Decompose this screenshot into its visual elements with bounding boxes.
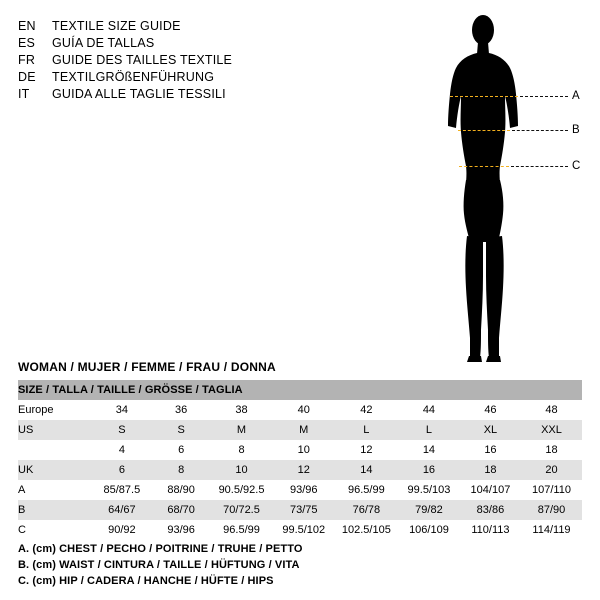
legend-line-a: A. (cm) CHEST / PECHO / POITRINE / TRUHE / PETTO [18, 543, 303, 555]
language-title: GUIDE DES TAILLES TEXTILE [52, 53, 233, 67]
cell: 70/72.5 [210, 500, 273, 520]
cell: 8 [210, 440, 273, 460]
cell: 6 [92, 460, 152, 480]
measure-label-a: A [572, 90, 580, 102]
cell: 96.5/99 [210, 520, 273, 540]
cell: S [152, 420, 210, 440]
cell: 79/82 [398, 500, 460, 520]
measurement-legend [18, 541, 303, 589]
cell: L [335, 420, 398, 440]
cell: 76/78 [335, 500, 398, 520]
woman-body-icon [420, 8, 590, 368]
cell: 34 [92, 400, 152, 420]
language-row [18, 52, 348, 69]
cell: 38 [210, 400, 273, 420]
language-title: GUIDA ALLE TAGLIE TESSILI [52, 87, 226, 101]
cell: 110/113 [460, 520, 521, 540]
hip-measure-line [459, 166, 509, 167]
chest-leader-line [520, 96, 568, 97]
chest-measure-line [450, 96, 518, 97]
cell: 12 [273, 460, 335, 480]
cell: 88/90 [152, 480, 210, 500]
cell: 99.5/102 [273, 520, 335, 540]
cell: 107/110 [521, 480, 582, 500]
language-row [18, 18, 348, 35]
cell: 104/107 [460, 480, 521, 500]
language-code: ES [18, 36, 36, 50]
row-label [18, 440, 92, 460]
cell: 96.5/99 [335, 480, 398, 500]
language-row [18, 35, 348, 52]
cell: 40 [273, 400, 335, 420]
table-row [18, 520, 582, 540]
cell: 83/86 [460, 500, 521, 520]
cell: XXL [521, 420, 582, 440]
cell: 16 [398, 460, 460, 480]
row-label: Europe [18, 400, 92, 420]
cell: 73/75 [273, 500, 335, 520]
size-table [18, 380, 582, 540]
table-row [18, 400, 582, 420]
cell: M [273, 420, 335, 440]
table-row [18, 500, 582, 520]
cell: 68/70 [152, 500, 210, 520]
measure-label-b: B [572, 124, 580, 136]
cell: 85/87.5 [92, 480, 152, 500]
cell: 42 [335, 400, 398, 420]
cell: 10 [210, 460, 273, 480]
cell: M [210, 420, 273, 440]
cell: 99.5/103 [398, 480, 460, 500]
cell: 114/119 [521, 520, 582, 540]
size-table-wrap [18, 380, 582, 540]
row-label: B [18, 500, 92, 520]
row-label: UK [18, 460, 92, 480]
row-label: C [18, 520, 92, 540]
language-code: FR [18, 53, 36, 67]
language-row [18, 86, 348, 103]
language-row [18, 69, 348, 86]
table-row [18, 440, 582, 460]
table-header-row [18, 380, 582, 400]
cell: 10 [273, 440, 335, 460]
cell: 46 [460, 400, 521, 420]
language-title: GUÍA DE TALLAS [52, 36, 155, 50]
waist-measure-line [458, 130, 510, 131]
cell: 8 [152, 460, 210, 480]
cell: 64/67 [92, 500, 152, 520]
cell: 93/96 [273, 480, 335, 500]
language-code: DE [18, 70, 36, 84]
table-row [18, 460, 582, 480]
cell: 93/96 [152, 520, 210, 540]
cell: 6 [152, 440, 210, 460]
cell: 18 [521, 440, 582, 460]
cell: 20 [521, 460, 582, 480]
cell: 4 [92, 440, 152, 460]
cell: 90.5/92.5 [210, 480, 273, 500]
legend-line-c: C. (cm) HIP / CADERA / HANCHE / HÜFTE / HIPS [18, 575, 274, 587]
table-header-cell: SIZE / TALLA / TAILLE / GRÖSSE / TAGLIA [18, 380, 582, 400]
cell: 48 [521, 400, 582, 420]
gender-header: WOMAN / MUJER / FEMME / FRAU / DONNA [18, 360, 276, 374]
female-silhouette-figure [420, 8, 590, 368]
cell: 14 [335, 460, 398, 480]
cell: 44 [398, 400, 460, 420]
hip-leader-line [511, 166, 568, 167]
cell: 16 [460, 440, 521, 460]
legend-line-b: B. (cm) WAIST / CINTURA / TAILLE / HÜFTUNG / VITA [18, 559, 300, 571]
language-title-block [18, 18, 348, 103]
table-row [18, 480, 582, 500]
cell: 87/90 [521, 500, 582, 520]
cell: 14 [398, 440, 460, 460]
cell: S [92, 420, 152, 440]
measure-label-c: C [572, 160, 581, 172]
cell: 18 [460, 460, 521, 480]
language-code: EN [18, 19, 36, 33]
language-title: TEXTILGRÖßENFÜHRUNG [52, 70, 215, 84]
waist-leader-line [512, 130, 568, 131]
cell: L [398, 420, 460, 440]
cell: 106/109 [398, 520, 460, 540]
cell: 90/92 [92, 520, 152, 540]
row-label: US [18, 420, 92, 440]
table-row [18, 420, 582, 440]
cell: 36 [152, 400, 210, 420]
cell: 102.5/105 [335, 520, 398, 540]
language-code: IT [18, 87, 30, 101]
cell: XL [460, 420, 521, 440]
cell: 12 [335, 440, 398, 460]
language-title: TEXTILE SIZE GUIDE [52, 19, 181, 33]
row-label: A [18, 480, 92, 500]
